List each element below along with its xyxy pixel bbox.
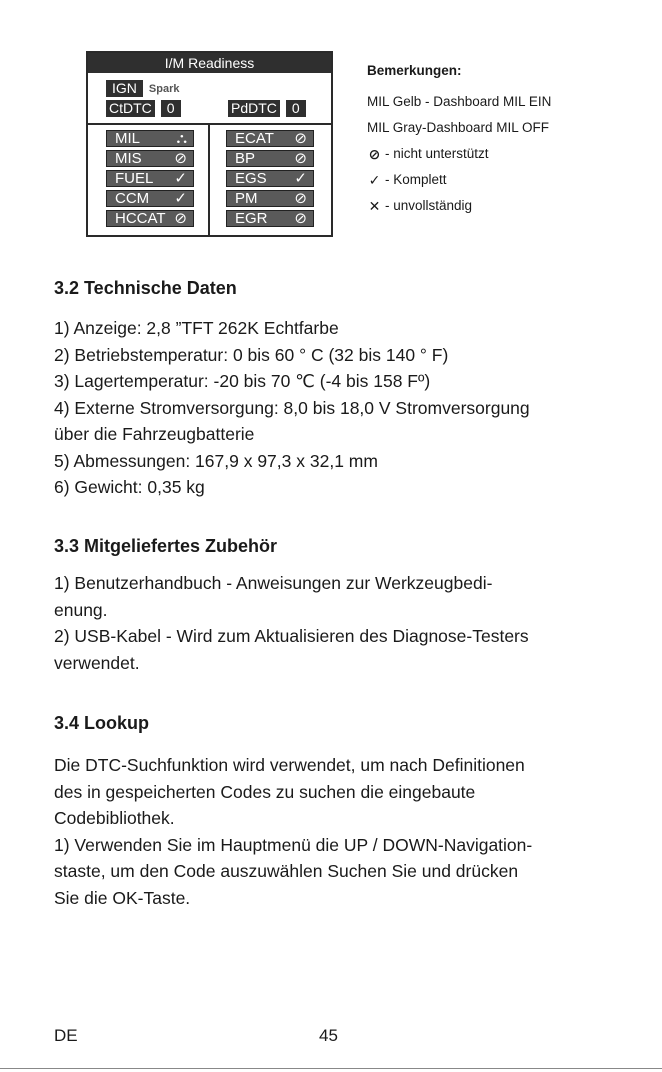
check-icon: ✓ (174, 170, 187, 187)
right-monitor-list (226, 130, 314, 227)
not-supported-icon: ⊘ (294, 210, 307, 227)
section-body-3-3: 1) Benutzerhandbuch - Anweisungen zur Werkzeugbedi- enung. 2) USB-Kabel - Wird zum Aktualisieren des Diagnose-Testers verwendet. (54, 573, 529, 673)
monitor-mis: MIS ⊘ (106, 150, 194, 167)
monitor-fuel: FUEL ✓ (106, 170, 194, 187)
monitor-ccm: CCM ✓ (106, 190, 194, 207)
cross-icon: ✕ (368, 198, 381, 214)
monitor-hccat: HCCAT ⊘ (106, 210, 194, 227)
footer-language: DE (54, 1026, 78, 1045)
section-body-3-2: 1) Anzeige: 2,8 ”TFT 262K Echtfarbe 2) Betriebstemperatur: 0 bis 60 ° C (32 bis 140 ° F) 3) Lagertemperatur: -20 bis 70 ℃ (-4 bis 158 Fº) 4) Externe Stromversorgung: 8,0 bis 18,0 V Stromversorgung über die Fahrzeugbatterie 5) Abmessungen: 167,9 x 97,3 x 32,1 mm 6) Gewicht: 0,35 kg (54, 318, 530, 497)
panel-divider-vertical (208, 123, 210, 235)
legend-item: ✓ - Komplett (367, 167, 551, 193)
engine-icon: ⛬ (176, 130, 187, 147)
check-icon: ✓ (174, 190, 187, 207)
ign-row (106, 80, 179, 97)
legend-item: ✕ - unvollständig (367, 193, 551, 219)
legend-item: MIL Gray-Dashboard MIL OFF (367, 120, 550, 135)
not-supported-icon: ⊘ (368, 146, 381, 162)
section-heading-3-2: 3.2 Technische Daten (54, 278, 237, 298)
monitor-egs: EGS ✓ (226, 170, 314, 187)
not-supported-icon: ⊘ (294, 190, 307, 207)
ctdtc-label: CtDTC (106, 100, 155, 117)
monitor-bp: BP ⊘ (226, 150, 314, 167)
ign-value: Spark (148, 82, 180, 95)
legend-item: MIL Gelb - Dashboard MIL EIN (367, 94, 552, 109)
legend (367, 63, 551, 219)
pddtc-row (228, 100, 306, 117)
section-heading-3-3: 3.3 Mitgeliefertes Zubehör (54, 536, 278, 556)
monitor-egr: EGR ⊘ (226, 210, 314, 227)
pddtc-value: 0 (286, 100, 306, 117)
im-readiness-panel (86, 51, 333, 237)
monitor-ecat: ECAT ⊘ (226, 130, 314, 147)
pddtc-label: PdDTC (228, 100, 280, 117)
ign-label: IGN (106, 80, 143, 97)
check-icon: ✓ (294, 170, 307, 187)
section-body-3-4: Die DTC-Suchfunktion wird verwendet, um nach Definitionen des in gespeicherten Codes zu suchen die eingebaute Codebibliothek. 1) Verwenden Sie im Hauptmenü die UP / DOWN-Navigation- staste, um den Code auszuwählen Suchen Sie und drücken Sie die OK-Taste. (54, 755, 533, 908)
check-icon: ✓ (368, 172, 381, 188)
not-supported-icon: ⊘ (294, 130, 307, 147)
ctdtc-value: 0 (161, 100, 181, 117)
legend-item: ⊘ - nicht unterstützt (367, 141, 551, 167)
monitor-pm: PM ⊘ (226, 190, 314, 207)
monitor-mil: MIL ⛬ (106, 130, 194, 147)
footer-rule (0, 1068, 662, 1069)
legend-title: Bemerkungen: (367, 63, 462, 78)
not-supported-icon: ⊘ (294, 150, 307, 167)
section-heading-3-4: 3.4 Lookup (54, 713, 150, 733)
page-number: 45 (319, 1026, 338, 1045)
ctdtc-row (106, 100, 181, 117)
panel-title: I/M Readiness (88, 53, 331, 73)
not-supported-icon: ⊘ (174, 210, 187, 227)
left-monitor-list (106, 130, 194, 227)
not-supported-icon: ⊘ (174, 150, 187, 167)
